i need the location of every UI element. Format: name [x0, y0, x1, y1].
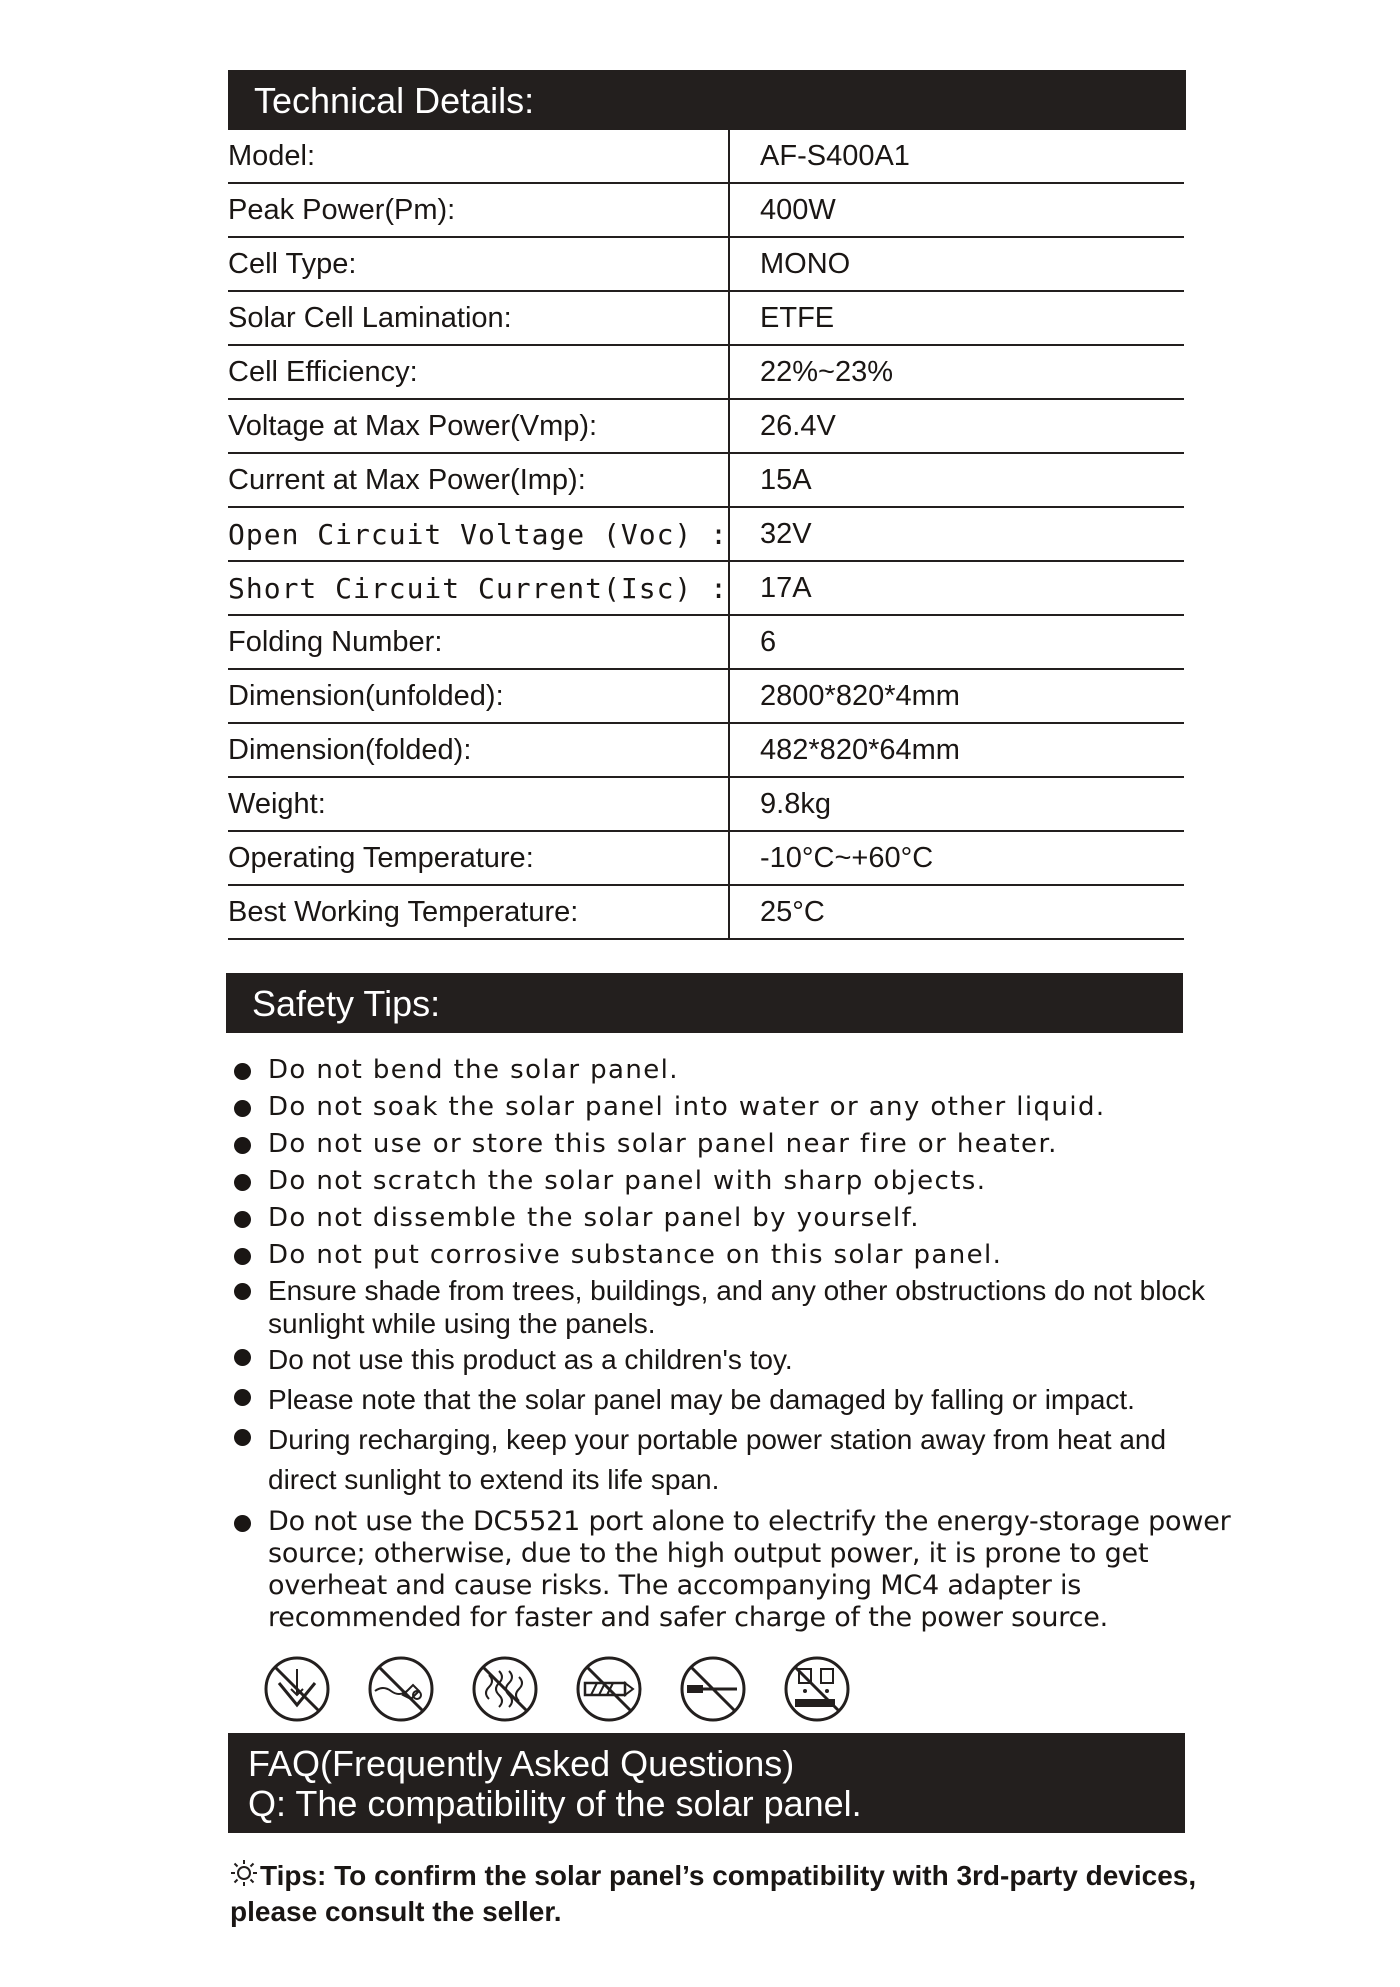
spec-value: 32V — [729, 507, 1184, 561]
faq-question: Q: The compatibility of the solar panel. — [248, 1783, 862, 1824]
spec-value: -10°C~+60°C — [729, 831, 1184, 885]
no-disassemble-icon — [679, 1655, 747, 1723]
faq-title: FAQ(Frequently Asked Questions) — [248, 1743, 795, 1784]
spec-label: Cell Type: — [228, 237, 729, 291]
table-row — [228, 561, 1184, 615]
spec-label: Voltage at Max Power(Vmp): — [228, 399, 729, 453]
table-row — [228, 291, 1184, 345]
list-item: Ensure shade from trees, buildings, and any other obstructions do not block sunlight while using the panels. — [232, 1274, 1218, 1340]
table-row — [228, 453, 1184, 507]
spec-label: Weight: — [228, 777, 729, 831]
technical-details-title: Technical Details: — [254, 80, 535, 121]
table-row — [228, 237, 1184, 291]
list-item: Please note that the solar panel may be damaged by falling or impact. — [232, 1380, 1212, 1420]
spec-label: Cell Efficiency: — [228, 345, 729, 399]
no-water-icon — [367, 1655, 435, 1723]
spec-value: 482*820*64mm — [729, 723, 1184, 777]
table-row — [228, 183, 1184, 237]
spec-value: 22%~23% — [729, 345, 1184, 399]
spec-value: MONO — [729, 237, 1184, 291]
sun-icon — [230, 1859, 258, 1887]
table-row — [228, 399, 1184, 453]
table-row — [228, 345, 1184, 399]
spec-value: 17A — [729, 561, 1184, 615]
spec-label: Best Working Temperature: — [228, 885, 729, 939]
no-corrosive-icon — [783, 1655, 851, 1723]
spec-table — [228, 130, 1184, 940]
spec-label: Folding Number: — [228, 615, 729, 669]
faq-tip-text: Tips: To confirm the solar panel’s compatibility with 3rd-party devices, please consult the seller. — [230, 1860, 1197, 1927]
list-item: During recharging, keep your portable power station away from heat and direct sunlight to extend its life span. — [232, 1420, 1188, 1500]
spec-value: 9.8kg — [729, 777, 1184, 831]
table-row — [228, 615, 1184, 669]
spec-label: Short Circuit Current(Isc) : — [228, 561, 729, 615]
technical-details-header — [228, 70, 1186, 130]
table-row — [228, 507, 1184, 561]
no-heat-icon — [471, 1655, 539, 1723]
no-bending-icon — [263, 1655, 331, 1723]
spec-label: Dimension(unfolded): — [228, 669, 729, 723]
faq-header — [228, 1733, 1185, 1833]
list-item: Do not put corrosive substance on this solar panel. — [232, 1237, 1212, 1274]
no-scratch-icon — [575, 1655, 643, 1723]
spec-value: 6 — [729, 615, 1184, 669]
spec-value: 25°C — [729, 885, 1184, 939]
safety-tips-header — [226, 973, 1183, 1033]
list-item: Do not scratch the solar panel with sharp objects. — [232, 1163, 1212, 1200]
spec-label: Operating Temperature: — [228, 831, 729, 885]
table-row — [228, 777, 1184, 831]
spec-value: AF-S400A1 — [729, 130, 1184, 183]
safety-icons — [263, 1655, 863, 1727]
spec-label: Dimension(folded): — [228, 723, 729, 777]
list-item: Do not use this product as a children's toy. — [232, 1340, 1212, 1380]
list-item: Do not bend the solar panel. — [232, 1052, 1212, 1089]
safety-tips-title: Safety Tips: — [252, 983, 441, 1024]
spec-value: 15A — [729, 453, 1184, 507]
table-row — [228, 831, 1184, 885]
table-row — [228, 669, 1184, 723]
spec-label: Solar Cell Lamination: — [228, 291, 729, 345]
spec-label: Model: — [228, 130, 729, 183]
faq-tip — [230, 1858, 1210, 1930]
safety-tips-list — [232, 1052, 1231, 1634]
spec-value: 2800*820*4mm — [729, 669, 1184, 723]
table-row — [228, 885, 1184, 939]
spec-value: 400W — [729, 183, 1184, 237]
spec-value: 26.4V — [729, 399, 1184, 453]
table-row — [228, 723, 1184, 777]
list-item: Do not use or store this solar panel near fire or heater. — [232, 1126, 1212, 1163]
spec-label: Open Circuit Voltage (Voc) : — [228, 507, 729, 561]
spec-value: ETFE — [729, 291, 1184, 345]
spec-label: Current at Max Power(Imp): — [228, 453, 729, 507]
table-row — [228, 130, 1184, 183]
list-item: Do not use the DC5521 port alone to electrify the energy-storage power source; otherwise, due to the high output power, it is prone to get overheat and cause risks. The accompanying MC4 adapter is recommended for faster and safer charge of the power source. — [232, 1506, 1253, 1634]
list-item: Do not soak the solar panel into water or any other liquid. — [232, 1089, 1212, 1126]
spec-label: Peak Power(Pm): — [228, 183, 729, 237]
list-item: Do not dissemble the solar panel by yourself. — [232, 1200, 1212, 1237]
